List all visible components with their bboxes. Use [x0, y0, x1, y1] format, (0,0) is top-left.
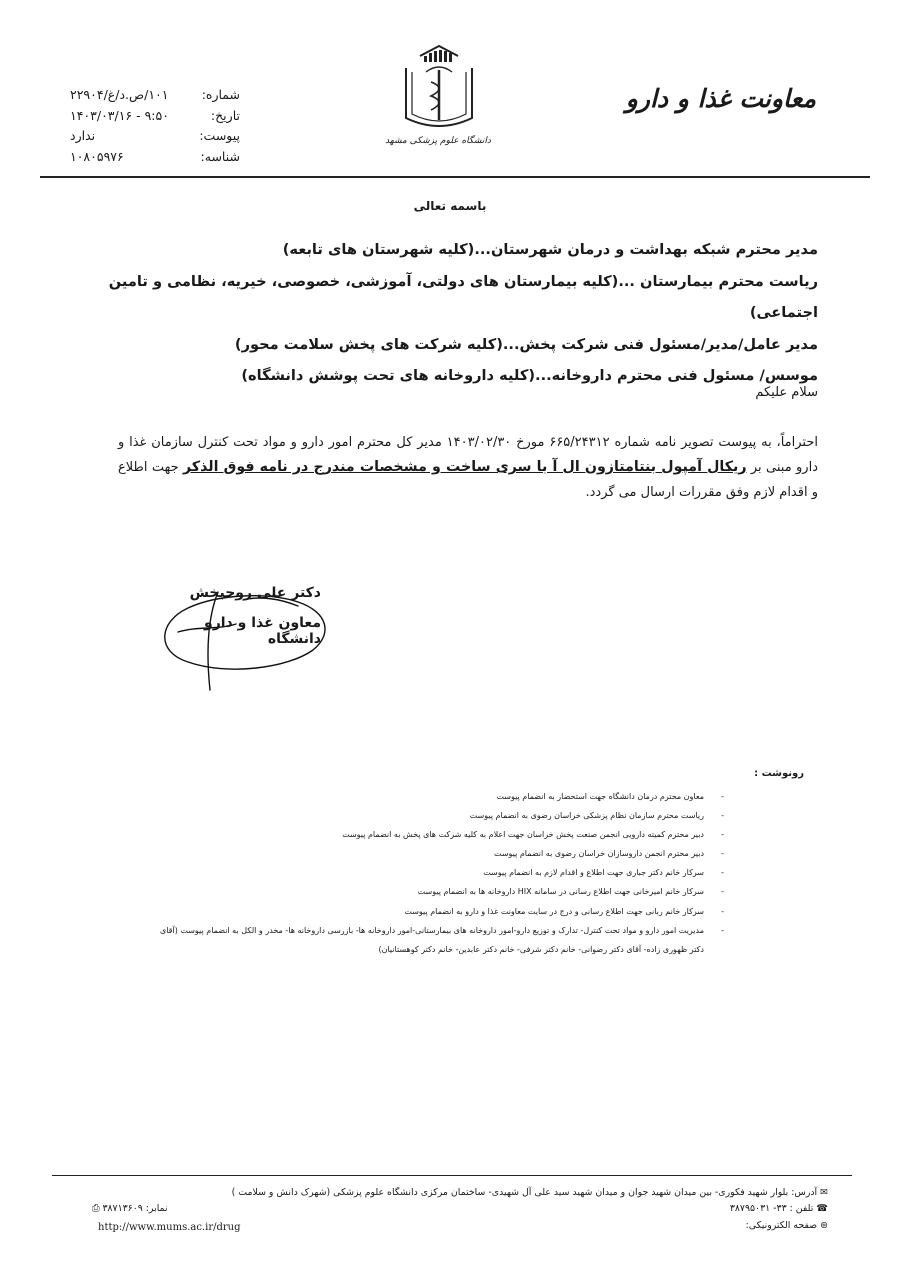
cc-item: سرکار خانم امیرخانی جهت اطلاع رسانی در سامانه HIX داروخانه ها به انضمام پیوست - — [144, 882, 704, 901]
cc-item: سرکار خانم دکتر جباری جهت اطلاع و اقدام لازم به انضمام پیوست - — [144, 863, 704, 882]
phone-text: تلفن : ۳۳- ۳۸۷۹۵۰۳۱ — [729, 1203, 814, 1214]
address-text: آدرس: بلوار شهید فکوری- بین میدان شهید جوان و میدان شهید سید علی آل شهیدی- ساختمان مرکزی دانشگاه علوم پزشکی (شهرک دانش و سلامت ) — [231, 1187, 818, 1198]
phone-icon: ☎ — [813, 1203, 828, 1214]
cc-item: سرکار خانم ربانی جهت اطلاع رسانی و درج در سایت معاونت غذا و دارو به انضمام پیوست - — [144, 902, 704, 921]
number-value: ۱۰۱/ص.د/غ/۲۲۹۰۴ — [70, 87, 169, 102]
id-row — [70, 147, 240, 168]
recipient-line: مدیر محترم شبکه بهداشت و درمان شهرستان...(کلیه شهرستان های تابعه) — [282, 241, 818, 258]
recipient-line: مدیر عامل/مدیر/مسئول فنی شرکت پخش...(کلیه شرکت های پخش سلامت محور) — [234, 335, 818, 353]
department-title: معاونت غذا و دارو — [625, 84, 816, 113]
attachment-label: پیوست: — [199, 128, 240, 143]
letter-body — [118, 430, 818, 505]
website-link[interactable]: http://www.mums.ac.ir/drug — [98, 1222, 241, 1233]
fax-text: نمابر: ۳۸۷۱۳۶۰۹ — [102, 1203, 168, 1214]
number-label: شماره: — [201, 87, 240, 102]
attachment-row — [70, 126, 240, 147]
id-label: شناسه: — [200, 148, 240, 164]
fax-icon: ⎙ — [92, 1203, 103, 1214]
body-highlight: ریکال آمپول بنتامتازون ال آ با سری ساخت و مشخصات مندرج در نامه فوق الذکر — [183, 459, 747, 475]
footer-phone — [730, 1203, 828, 1214]
recipient-line: موسس/ مسئول فنی محترم داروخانه...(کلیه داروخانه های تحت پوشش دانشگاه) — [241, 367, 818, 384]
address-icon: ✉ — [817, 1187, 828, 1198]
attachment-value: ندارد — [70, 128, 96, 143]
signatory-title: معاون غذا و دارو دانشگاه — [204, 615, 321, 647]
footer-web — [746, 1220, 828, 1231]
recipient-line: ریاست محترم بیمارستان ...(کلیه بیمارستان های دولتی، آموزشی، خصوصی، خیریه، نظامی و تامین اجتماعی) — [108, 272, 818, 321]
recipients-block — [98, 234, 818, 392]
id-value: ۱۰۸۰۵۹۷۶ — [70, 148, 124, 164]
footer-fax — [92, 1203, 168, 1214]
web-label: صفحه الکترونیکی: — [745, 1220, 818, 1231]
web-icon: ⊛ — [817, 1220, 828, 1231]
footer-divider — [52, 1175, 852, 1176]
logo-caption: دانشگاه علوم پزشکی مشهد — [385, 136, 491, 146]
letter-number-row — [70, 85, 240, 106]
cc-list — [144, 787, 704, 959]
university-logo — [398, 42, 480, 142]
cc-item: معاون محترم درمان دانشگاه جهت استحضار به انضمام پیوست - — [144, 787, 704, 806]
body-text: احتراماً، به پیوست تصویر نامه شماره ۶۶۵/۲۴۳۱۲ مورخ ۱۴۰۳/۰۲/۳۰ مدیر کل محترم امور دارو و مواد تحت کنترل سازمان غذا و دارو مبنی بر — [118, 435, 819, 475]
cc-item: ریاست محترم سازمان نظام پزشکی خراسان رضوی به انضمام پیوست - — [144, 806, 704, 825]
basmala: باسمه تعالی — [413, 199, 487, 213]
date-value: ۱۴۰۳/۰۳/۱۶ - ۹:۵۰ — [70, 107, 169, 123]
letter-meta — [70, 85, 240, 167]
letter-date-row — [70, 106, 240, 127]
footer-address — [138, 1187, 828, 1198]
cc-item: دبیر محترم انجمن داروسازان خراسان رضوی به انضمام پیوست - — [144, 844, 704, 863]
cc-item: دبیر محترم کمیته دارویی انجمن صنعت پخش خراسان جهت اعلام به کلیه شرکت های پخش به انضمام پیوست - — [144, 825, 704, 844]
cc-item: مدیریت امور دارو و مواد تحت کنترل- تدارک و توزیع دارو-امور داروخانه های بیمارستانی-امور داروخانه ها- بازرسی داروخانه ها- مخدر و الکل به انضمام پیوست (آقای دکتر ظهوری زاده- آقای دکتر رضوانی- خانم دکتر شرفی- خانم دکتر عابدین- خانم دکتر کوهستانیان) - — [144, 921, 704, 959]
signatory-name: دکتر علی روحبخش — [189, 585, 321, 601]
cc-title: رونوشت : — [754, 768, 804, 779]
header-divider — [40, 176, 870, 178]
body-text-end: جهت اطلاع و اقدام لازم وفق مقررات ارسال می گردد. — [118, 460, 818, 500]
date-label: تاریخ: — [210, 107, 240, 123]
greeting: سلام علیکم — [755, 385, 818, 400]
